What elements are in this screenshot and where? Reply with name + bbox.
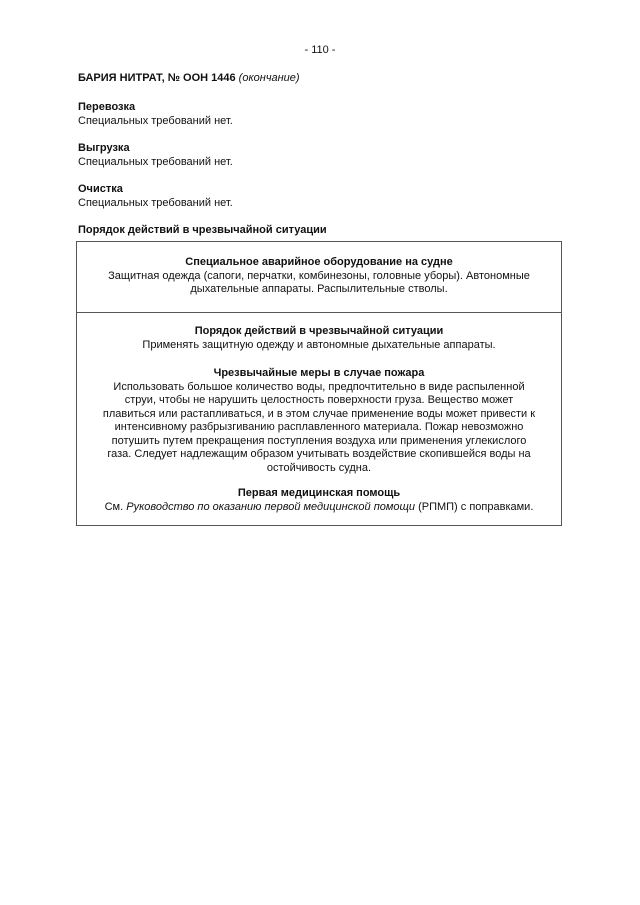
page-number: - 110 - [304, 44, 336, 56]
first-aid-suffix: (РПМП) с поправками. [418, 500, 534, 513]
section-heading: Очистка [78, 183, 123, 195]
fire-line: плавиться или растапливаться, и в этом случае применение воды может привести к [102, 407, 536, 420]
procedures-text: Применять защитную одежду и автономные дыхательные аппараты. [142, 338, 496, 351]
first-aid-block [85, 487, 553, 514]
fire-line: интенсивному разбрызгиванию расплавленного материала. Пожар невозможно [114, 421, 524, 433]
document-title-main: БАРИЯ НИТРАТ, № ООН 1446 [78, 72, 236, 84]
first-aid-prefix: См. [104, 500, 124, 513]
fire-block [85, 367, 553, 475]
section-text: Специальных требований нет. [78, 115, 233, 127]
document-title-suffix: (окончание) [238, 72, 300, 84]
section-text: Специальных требований нет. [78, 197, 233, 209]
fire-line: струи, чтобы не нарушить целостность поверхности груза. Вещество может [124, 394, 514, 406]
section-transport [78, 100, 233, 128]
emergency-box [76, 241, 562, 526]
fire-line: потушить путем прекращения поступления воздуха или применения углекислого [111, 434, 527, 447]
document-title [78, 72, 300, 84]
fire-line: газа. Следует надлежащим образом учитывать воздействие скопившейся воды на [107, 448, 531, 460]
fire-line: остойчивость судна. [266, 461, 372, 474]
emergency-heading: Порядок действий в чрезвычайной ситуации [78, 224, 327, 236]
procedures-block [85, 325, 553, 352]
equipment-line: Защитная одежда (сапоги, перчатки, комбинезоны, головные уборы). Автономные [108, 269, 530, 282]
fire-line: Использовать большое количество воды, предпочтительно в виде распыленной [113, 380, 525, 393]
fire-heading: Чрезвычайные меры в случае пожара [213, 367, 425, 379]
section-text: Специальных требований нет. [78, 156, 233, 168]
equipment-heading: Специальное аварийное оборудование на судне [185, 256, 453, 268]
first-aid-heading: Первая медицинская помощь [237, 487, 401, 499]
equipment-block [85, 256, 553, 297]
first-aid-text [85, 501, 553, 515]
procedures-heading: Порядок действий в чрезвычайной ситуации [194, 325, 444, 337]
section-heading: Перевозка [78, 101, 136, 113]
first-aid-guide-reference: Руководство по оказанию первой медицинской помощи [126, 500, 416, 513]
section-heading: Выгрузка [78, 142, 130, 154]
equipment-line: дыхательные аппараты. Распылительные стволы. [190, 283, 448, 295]
section-unloading [78, 141, 233, 169]
box-divider [77, 312, 561, 313]
section-cleaning [78, 182, 233, 210]
